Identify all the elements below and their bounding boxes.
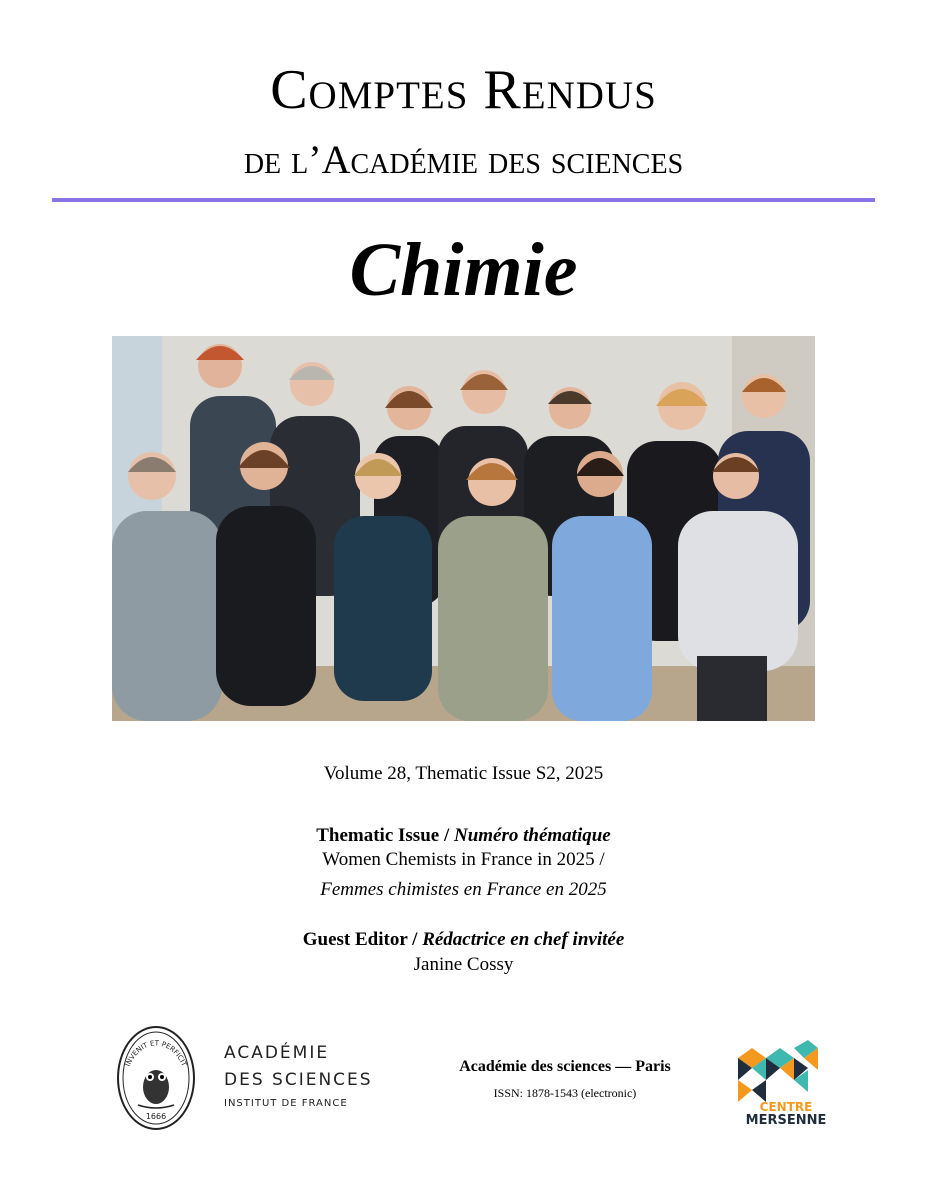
owl-seal-icon xyxy=(116,1025,196,1131)
issue-title-en: Women Chemists in France in 2025 / xyxy=(322,849,605,870)
mersenne-line1: CENTRE xyxy=(759,1100,813,1114)
header-divider xyxy=(52,198,875,202)
academie-name-1: ACADÉMIE xyxy=(224,1043,330,1063)
journal-subtitle: de l’Académie des sciences xyxy=(243,137,684,182)
publisher-name: Académie des sciences — Paris xyxy=(459,1058,671,1075)
section-title: Chimie xyxy=(349,228,578,312)
issn: ISSN: 1878-1543 (electronic) xyxy=(493,1086,637,1100)
issue-title-fr: Femmes chimistes en France en 2025 xyxy=(320,879,607,900)
academie-seal-logo xyxy=(116,1025,196,1131)
editor-label: Guest Editor / xyxy=(302,929,418,950)
volume-info: Volume 28, Thematic Issue S2, 2025 xyxy=(323,763,604,784)
group-photo-illustration xyxy=(112,336,815,721)
thematic-label: Thematic Issue / xyxy=(316,825,450,846)
editor-name: Janine Cossy xyxy=(413,954,514,975)
cover-photo xyxy=(112,336,815,721)
mersenne-line2: MERSENNE xyxy=(745,1113,827,1128)
academie-name-2: DES SCIENCES xyxy=(224,1070,373,1090)
academie-institut: INSTITUT DE FRANCE xyxy=(224,1098,348,1109)
thematic-heading xyxy=(0,824,927,848)
svg-text:INVENIT ET PERFICIT: INVENIT ET PERFICIT xyxy=(123,1039,189,1068)
thematic-label-fr: Numéro thématique xyxy=(453,825,611,846)
journal-title: Comptes Rendus xyxy=(270,59,657,121)
svg-text:1666: 1666 xyxy=(145,1112,167,1121)
editor-label-fr: Rédactrice en chef invitée xyxy=(422,929,625,950)
editor-heading xyxy=(0,928,927,952)
